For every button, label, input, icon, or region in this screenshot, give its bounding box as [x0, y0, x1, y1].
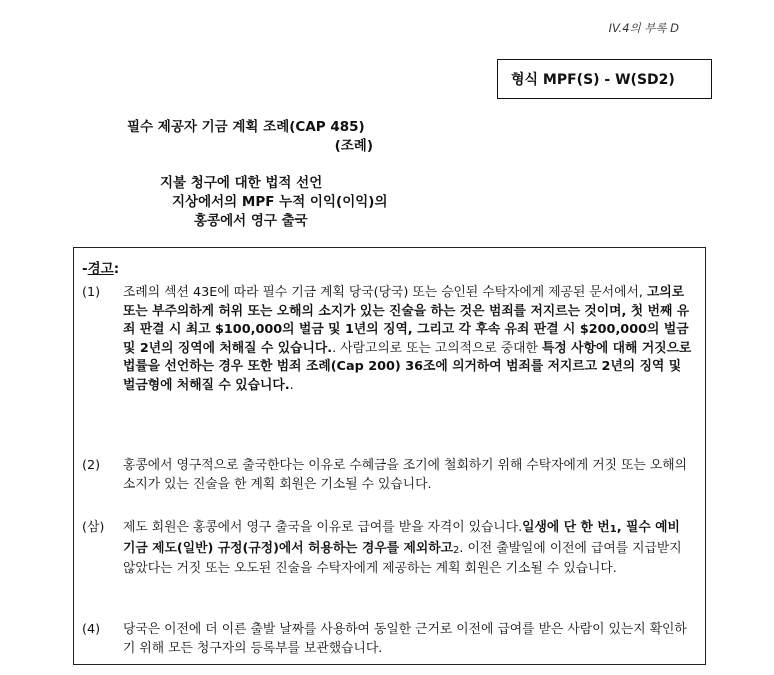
declaration-title-line1: 지불 청구에 대한 법적 선언: [160, 175, 323, 191]
item-text-part: .: [289, 377, 294, 393]
warning-dash: -: [82, 261, 88, 277]
item-number: (4): [82, 622, 101, 637]
item-text: [123, 457, 693, 494]
item-text-bold: 특정 사항에 대해 거짓으로 법률을 선언하는 경우 또한 범죄 조례(Cap 200) 36조에 의거하여 범죄를 저지르고 2년의 징역 및 벌금형에 처해질 수 있습니다.: [123, 340, 692, 393]
warning-item-2: [82, 457, 693, 494]
form-label-box: [497, 59, 712, 99]
item-text-part: . 이전 출발일에 이전에 급여를 지급받지 않았다는 거짓 또는 오도된 진술을 수탁자에게 제공하는 계획 회원은 기소될 수 있습니다.: [123, 540, 682, 576]
warning-item-1: [82, 284, 693, 395]
item-text-bold: 일생에 단 한 번: [522, 520, 610, 535]
item-number: (1): [82, 285, 101, 300]
warning-heading-text: 경고: [87, 261, 114, 277]
footnote-ref-2: 2: [453, 544, 460, 556]
regulation-title-line1: 필수 제공자 기금 계획 조례(CAP 485): [127, 119, 365, 135]
item-text: [123, 519, 693, 579]
item-text-bold: , 필수 예비 기금 제도(일반) 규정(규정)에서 허용하는 경우를 제외하고: [123, 520, 680, 556]
footnote-ref-1: 1: [609, 524, 617, 535]
form-label: 형식 MPF(S) - W(SD2): [511, 72, 675, 88]
appendix-reference: IV.4의 부록 D: [608, 21, 679, 35]
item-text-part: 제도 회원은 홍콩에서 영구 출국을 이유로 급여를 받을 자격이 있습니다.: [123, 520, 523, 535]
item-number: (삼): [82, 520, 105, 535]
item-text: [123, 284, 693, 395]
warning-colon: :: [113, 261, 120, 277]
declaration-title: [160, 174, 410, 231]
item-text-part: 조례의 섹션 43E에 따라 필수 기금 계획 당국(당국) 또는 승인된 수탁자에게 제공된 문서에서,: [123, 285, 647, 300]
regulation-title: [127, 118, 377, 156]
warning-item-3: [82, 519, 693, 579]
item-number: (2): [82, 458, 101, 473]
declaration-title-line3: 홍콩에서 영구 출국: [194, 213, 308, 229]
item-text-part: 홍콩에서 영구적으로 출국한다는 이유로 수혜금을 조기에 철회하기 위해 수탁자에게 거짓 또는 오해의 소지가 있는 진술을 한 계획 회원은 기소될 수 있습니다.: [123, 458, 687, 492]
warning-box: [73, 247, 706, 665]
warning-heading: [82, 257, 119, 277]
declaration-title-line2: 지상에서의 MPF 누적 이익(이익)의: [172, 194, 388, 210]
item-text-part: 당국은 이전에 더 이른 출발 날짜를 사용하여 동일한 근거로 이전에 급여를 받은 사람이 있는지 확인하기 위해 모든 청구자의 등록부를 보관했습니다.: [123, 622, 687, 656]
item-text: [123, 621, 693, 658]
item-text-bold: 고의로 또는 부주의하게 허위 또는 오해의 소지가 있는 진술을 하는 것은 범죄를 저지르는 것이며, 첫 번째 유죄 판결 시 최고 $100,000의 벌금 및 1년의 징역, 그리고 각 후속 유죄 판결 시 $200,000의 벌금 및 2년의 징역에 처해질 수 있습니다.: [123, 285, 690, 356]
warning-item-4: [82, 621, 693, 658]
regulation-title-line2: (조례): [334, 138, 373, 154]
item-text-part: . 사람고의로 또는 고의적으로 중대한: [332, 340, 542, 356]
